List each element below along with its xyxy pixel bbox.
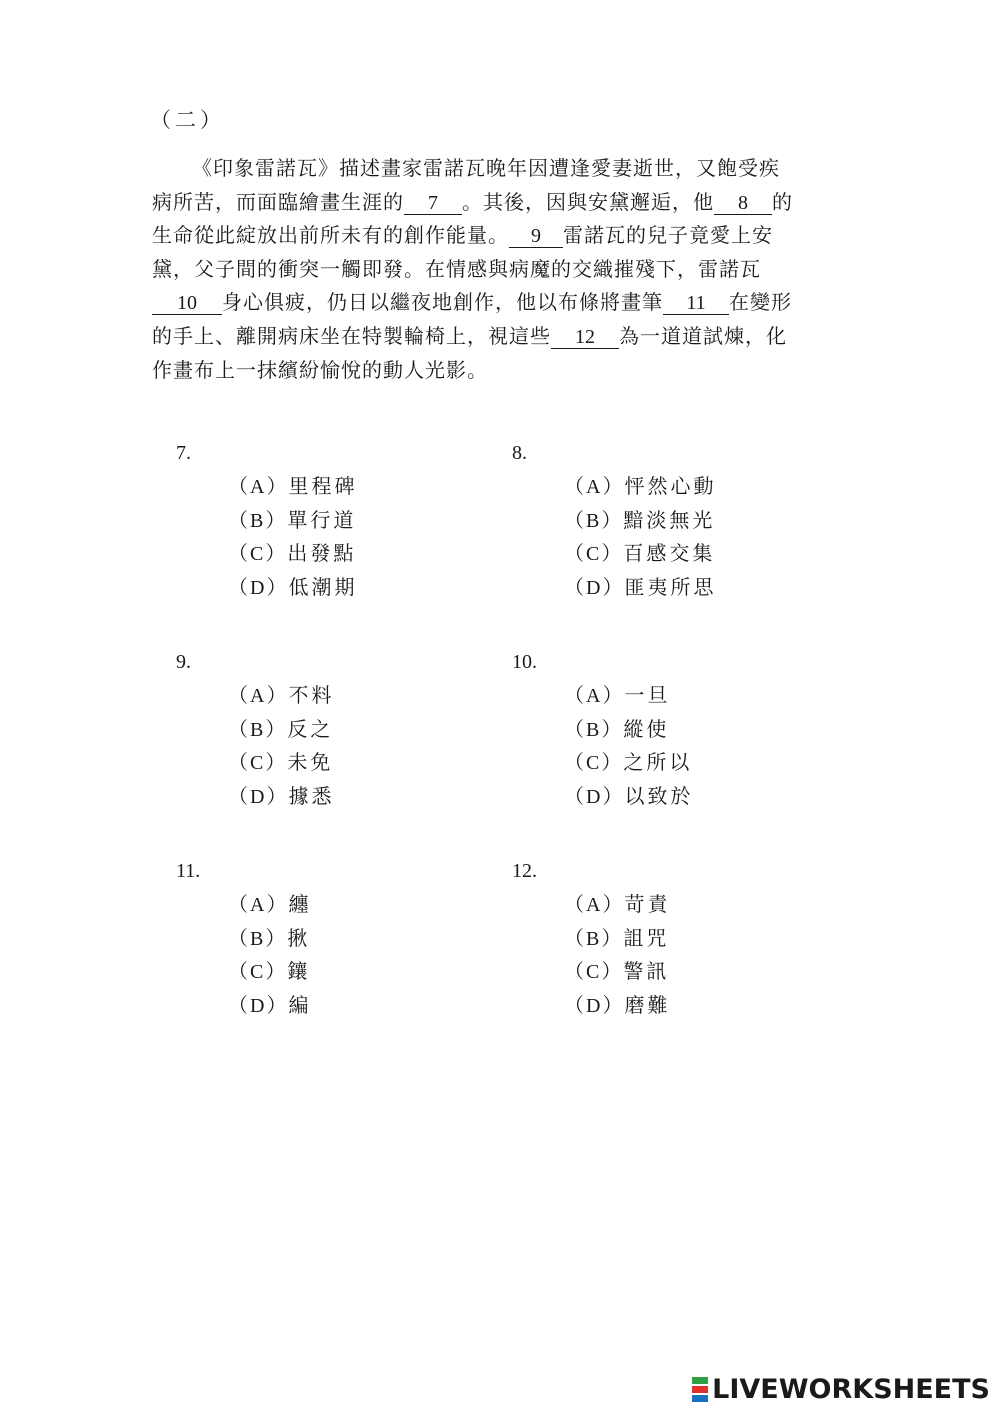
option-letter: （D） bbox=[228, 994, 289, 1017]
option-c[interactable] bbox=[512, 537, 812, 571]
option-a[interactable] bbox=[512, 470, 812, 504]
option-text: 警訊 bbox=[623, 959, 670, 984]
question-number: 9. bbox=[176, 651, 191, 673]
option-d[interactable] bbox=[176, 571, 476, 605]
option-a[interactable] bbox=[176, 470, 476, 504]
option-letter: （A） bbox=[228, 476, 289, 498]
option-text: 一旦 bbox=[624, 683, 671, 707]
option-text: 低潮期 bbox=[288, 574, 358, 599]
option-b[interactable] bbox=[176, 713, 476, 747]
logo-mark-icon bbox=[692, 1377, 708, 1402]
passage-line-5 bbox=[152, 286, 848, 320]
option-c[interactable] bbox=[176, 955, 476, 989]
question-8 bbox=[512, 436, 812, 604]
option-text: 磨難 bbox=[624, 992, 671, 1017]
option-letter: （D） bbox=[564, 994, 625, 1017]
option-d[interactable] bbox=[512, 571, 812, 605]
option-letter: （A） bbox=[564, 685, 625, 707]
option-letter: （C） bbox=[228, 752, 288, 775]
option-letter: （B） bbox=[564, 927, 624, 950]
blank-9[interactable]: 9 bbox=[509, 225, 563, 248]
passage-text: 的手上、離開病床坐在特製輪椅上，視這些 bbox=[152, 323, 551, 348]
logo-block-green bbox=[692, 1377, 708, 1384]
option-text: 據悉 bbox=[288, 783, 335, 808]
passage-text: 為一道道試煉，化 bbox=[619, 323, 787, 348]
passage-text: 雷諾瓦的兒子竟愛上安 bbox=[563, 223, 773, 248]
option-letter: （C） bbox=[228, 543, 288, 566]
passage-line-2 bbox=[152, 186, 848, 220]
option-text: 之所以 bbox=[623, 750, 693, 775]
option-letter: （C） bbox=[564, 543, 624, 566]
option-d[interactable] bbox=[512, 780, 812, 814]
question-number: 12. bbox=[512, 860, 537, 882]
option-letter: （D） bbox=[228, 576, 289, 599]
passage-text: 的 bbox=[772, 189, 793, 214]
option-a[interactable] bbox=[512, 888, 812, 922]
option-letter: （A） bbox=[228, 894, 289, 916]
option-d[interactable] bbox=[512, 989, 812, 1023]
passage-line-6 bbox=[152, 320, 848, 354]
option-text: 揪 bbox=[287, 925, 311, 950]
option-letter: （B） bbox=[228, 509, 288, 532]
option-text: 里程碑 bbox=[288, 474, 358, 498]
option-b[interactable] bbox=[512, 922, 812, 956]
option-b[interactable] bbox=[176, 922, 476, 956]
question-11 bbox=[176, 854, 476, 1022]
option-letter: （B） bbox=[564, 718, 624, 741]
passage-line-1: 《印象雷諾瓦》描述畫家雷諾瓦晚年因遭逢愛妻逝世，又飽受疾 bbox=[192, 156, 780, 180]
option-text: 反之 bbox=[287, 716, 334, 741]
option-letter: （A） bbox=[564, 476, 625, 498]
logo-block-blue bbox=[692, 1395, 708, 1402]
question-9 bbox=[176, 645, 476, 813]
question-number: 7. bbox=[176, 442, 191, 464]
question-number: 11. bbox=[176, 860, 201, 882]
question-12 bbox=[512, 854, 812, 1022]
option-text: 苛責 bbox=[624, 892, 671, 916]
option-letter: （D） bbox=[228, 785, 289, 808]
passage-text: 病所苦，而面臨繪畫生涯的 bbox=[152, 189, 404, 214]
blank-11[interactable]: 11 bbox=[663, 292, 729, 315]
option-text: 百感交集 bbox=[623, 541, 716, 566]
option-text: 縱使 bbox=[623, 716, 670, 741]
question-number: 8. bbox=[512, 442, 527, 464]
option-b[interactable] bbox=[512, 713, 812, 747]
option-text: 纏 bbox=[288, 892, 312, 916]
option-letter: （A） bbox=[228, 685, 289, 707]
option-letter: （C） bbox=[228, 961, 288, 984]
option-letter: （C） bbox=[564, 961, 624, 984]
passage-line-3 bbox=[152, 219, 848, 253]
blank-7[interactable]: 7 bbox=[404, 192, 462, 215]
option-letter: （A） bbox=[564, 894, 625, 916]
option-b[interactable] bbox=[512, 504, 812, 538]
option-letter: （D） bbox=[564, 576, 625, 599]
option-text: 怦然心動 bbox=[624, 474, 717, 498]
option-c[interactable] bbox=[176, 746, 476, 780]
blank-10[interactable]: 10 bbox=[152, 292, 222, 315]
option-letter: （D） bbox=[564, 785, 625, 808]
option-d[interactable] bbox=[176, 989, 476, 1023]
option-text: 匪夷所思 bbox=[624, 574, 717, 599]
option-letter: （B） bbox=[228, 718, 288, 741]
option-text: 不料 bbox=[288, 683, 335, 707]
blank-8[interactable]: 8 bbox=[714, 192, 772, 215]
passage-text: 身心俱疲，仍日以繼夜地創作，他以布條將畫筆 bbox=[222, 290, 663, 315]
logo-text: LIVEWORKSHEETS bbox=[712, 1374, 990, 1405]
option-a[interactable] bbox=[176, 888, 476, 922]
option-b[interactable] bbox=[176, 504, 476, 538]
passage-line-7: 作畫布上一抹繽紛愉悅的動人光影。 bbox=[152, 357, 488, 382]
option-text: 出發點 bbox=[287, 541, 357, 566]
option-d[interactable] bbox=[176, 780, 476, 814]
option-text: 單行道 bbox=[287, 507, 357, 532]
option-letter: （C） bbox=[564, 752, 624, 775]
reading-passage bbox=[152, 152, 848, 387]
option-text: 未免 bbox=[287, 750, 334, 775]
passage-line-4: 黛，父子間的衝突一觸即發。在情感與病魔的交織摧殘下，雷諾瓦 bbox=[152, 256, 761, 281]
option-c[interactable] bbox=[512, 746, 812, 780]
option-c[interactable] bbox=[176, 537, 476, 571]
option-text: 編 bbox=[288, 992, 312, 1017]
option-text: 詛咒 bbox=[623, 925, 670, 950]
section-label: （二） bbox=[150, 108, 225, 132]
passage-text: 在變形 bbox=[729, 290, 792, 315]
option-letter: （B） bbox=[228, 927, 288, 950]
blank-12[interactable]: 12 bbox=[551, 326, 619, 349]
option-a[interactable] bbox=[176, 679, 476, 713]
option-text: 黯淡無光 bbox=[623, 507, 716, 532]
question-7 bbox=[176, 436, 476, 604]
question-10 bbox=[512, 645, 812, 813]
option-text: 鑲 bbox=[287, 959, 311, 984]
passage-text: 生命從此綻放出前所未有的創作能量。 bbox=[152, 223, 509, 248]
logo-block-red bbox=[692, 1386, 708, 1393]
option-c[interactable] bbox=[512, 955, 812, 989]
option-text: 以致於 bbox=[624, 783, 694, 808]
option-letter: （B） bbox=[564, 509, 624, 532]
passage-text: 。其後，因與安黛邂逅，他 bbox=[462, 189, 714, 214]
option-a[interactable] bbox=[512, 679, 812, 713]
question-number: 10. bbox=[512, 651, 537, 673]
liveworksheets-logo bbox=[692, 1374, 990, 1405]
